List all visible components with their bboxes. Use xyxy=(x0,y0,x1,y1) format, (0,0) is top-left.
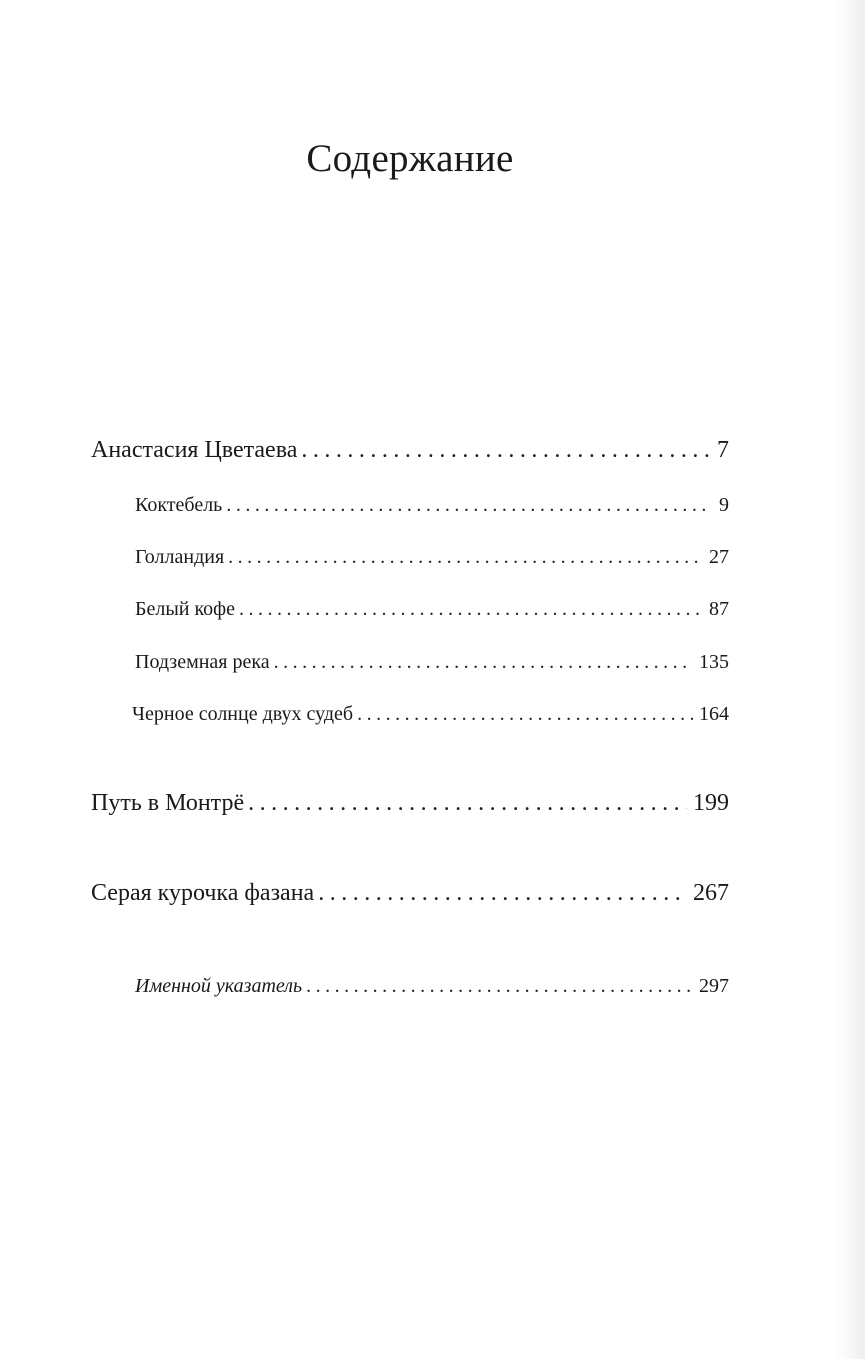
toc-entry-put-v-montre[interactable] xyxy=(91,790,729,817)
toc-entry-podzemnaya-reka[interactable] xyxy=(135,651,729,674)
toc-entry-page: 164 xyxy=(699,703,729,725)
toc-entry-label: Голландия xyxy=(135,546,225,568)
toc-entry-label: Подземная река xyxy=(135,651,270,673)
dot-leader xyxy=(226,494,711,517)
page-title: Содержание xyxy=(306,137,514,180)
toc-entry-koktebel[interactable] xyxy=(135,494,729,517)
dot-leader xyxy=(274,651,693,674)
toc-entry-page: 267 xyxy=(693,880,729,906)
dot-leader xyxy=(318,880,687,907)
dot-leader xyxy=(357,703,693,726)
toc-entry-anastasia-tsvetaeva[interactable] xyxy=(91,437,729,464)
toc-entry-label: Именной указатель xyxy=(135,975,303,997)
dot-leader xyxy=(239,598,703,621)
toc-entry-page: 87 xyxy=(709,598,729,620)
dot-leader xyxy=(306,975,693,998)
dot-leader xyxy=(248,790,687,817)
toc-entry-chernoe-solntse[interactable] xyxy=(132,703,729,726)
toc-entry-label: Анастасия Цветаева xyxy=(91,437,298,463)
toc-entry-page: 135 xyxy=(699,651,729,673)
toc-entry-label: Белый кофе xyxy=(135,598,236,620)
toc-entry-label: Путь в Монтрё xyxy=(91,790,245,816)
dot-leader xyxy=(228,546,703,569)
toc-entry-gollandiya[interactable] xyxy=(135,546,729,569)
page-edge-shadow xyxy=(835,0,865,1359)
toc-entry-belyy-kofe[interactable] xyxy=(135,598,729,621)
toc-entry-page: 9 xyxy=(719,494,729,516)
toc-entry-page: 297 xyxy=(699,975,729,997)
toc-entry-label: Коктебель xyxy=(135,494,223,516)
toc-entry-imennoy-ukazatel[interactable] xyxy=(135,975,729,998)
toc-entry-page: 27 xyxy=(709,546,729,568)
toc-entry-seraya-kurochka[interactable] xyxy=(91,880,729,907)
toc-entry-label: Черное солнце двух судеб xyxy=(132,703,354,725)
toc-entry-label: Серая курочка фазана xyxy=(91,880,315,906)
toc-entry-page: 7 xyxy=(717,437,729,463)
dot-leader xyxy=(301,437,711,464)
toc-entry-page: 199 xyxy=(693,790,729,816)
